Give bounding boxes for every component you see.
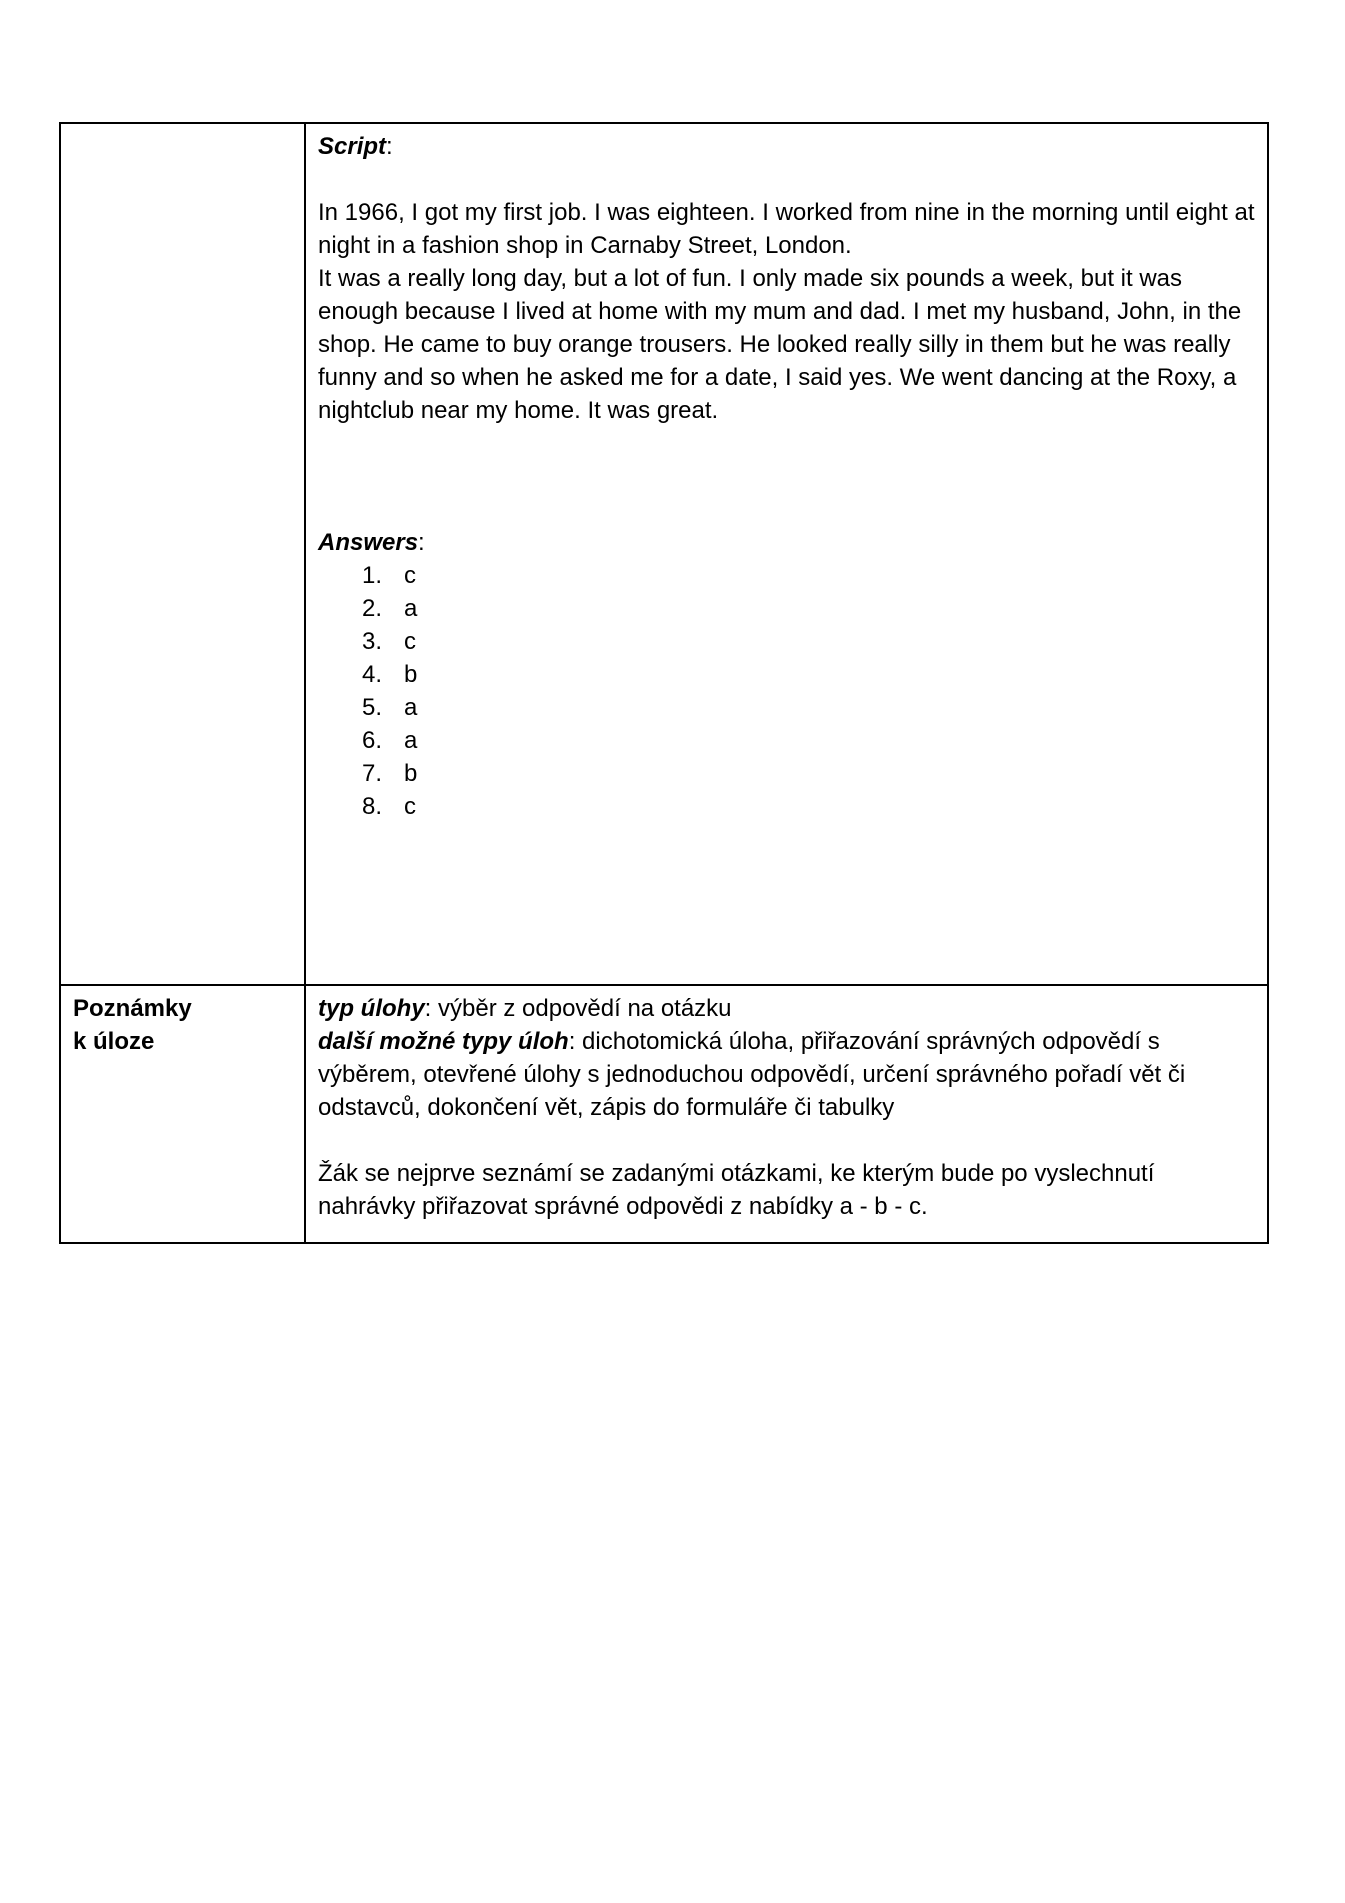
answer-item: 6. a [362, 727, 418, 754]
notes-content-cell [305, 985, 1268, 1243]
other-task-types: další možné typy úloh: dichotomická úloha, přiřazování správných odpovědí s výběrem, otevřené úlohy s jednoduchou odpovědí, určení správného pořadí vět či odstavců, dokončení vět, zápis do formuláře či tabulky [318, 1028, 1186, 1121]
script-answers-cell [305, 123, 1268, 985]
task-instruction: Žák se nejprve seznámí se zadanými otázkami, ke kterým bude po vyslechnutí nahrávky přiřazovat správné odpovědi z nabídky a - b - c. [318, 1160, 1155, 1220]
notes-label-line-1: Poznámky [73, 995, 192, 1022]
script-paragraph-1: In 1966, I got my first job. I was eighteen. I worked from nine in the morning until eight at night in a fashion shop in Carnaby Street, London. [318, 199, 1255, 259]
answers-heading: Answers: [318, 529, 425, 556]
answer-item: 2. a [362, 595, 418, 622]
script-answers-row [60, 123, 1268, 985]
task-type: typ úlohy: výběr z odpovědí na otázku [318, 995, 732, 1022]
answer-item: 4. b [362, 661, 418, 688]
script-paragraph-2: It was a really long day, but a lot of fun. I only made six pounds a week, but it was enough because I lived at home with my mum and dad. I met my husband, John, in the shop. He came to buy orange trousers. He looked really silly in them but he was really funny and so when he asked me for a date, I said yes. We went dancing at the Roxy, a nightclub near my home. It was great. [318, 265, 1242, 424]
worksheet-table [59, 122, 1269, 1244]
notes-label-line-2: k úloze [73, 1028, 155, 1055]
empty-label-cell [60, 123, 305, 985]
answers-list [318, 559, 1255, 823]
answer-item: 3. c [362, 628, 416, 655]
answer-item: 8. c [362, 793, 416, 820]
script-heading: Script: [318, 133, 393, 160]
answer-item: 5. a [362, 694, 418, 721]
notes-label-cell [60, 985, 305, 1243]
answer-item: 1. c [362, 562, 416, 589]
answer-item: 7. b [362, 760, 418, 787]
notes-row [60, 985, 1268, 1243]
